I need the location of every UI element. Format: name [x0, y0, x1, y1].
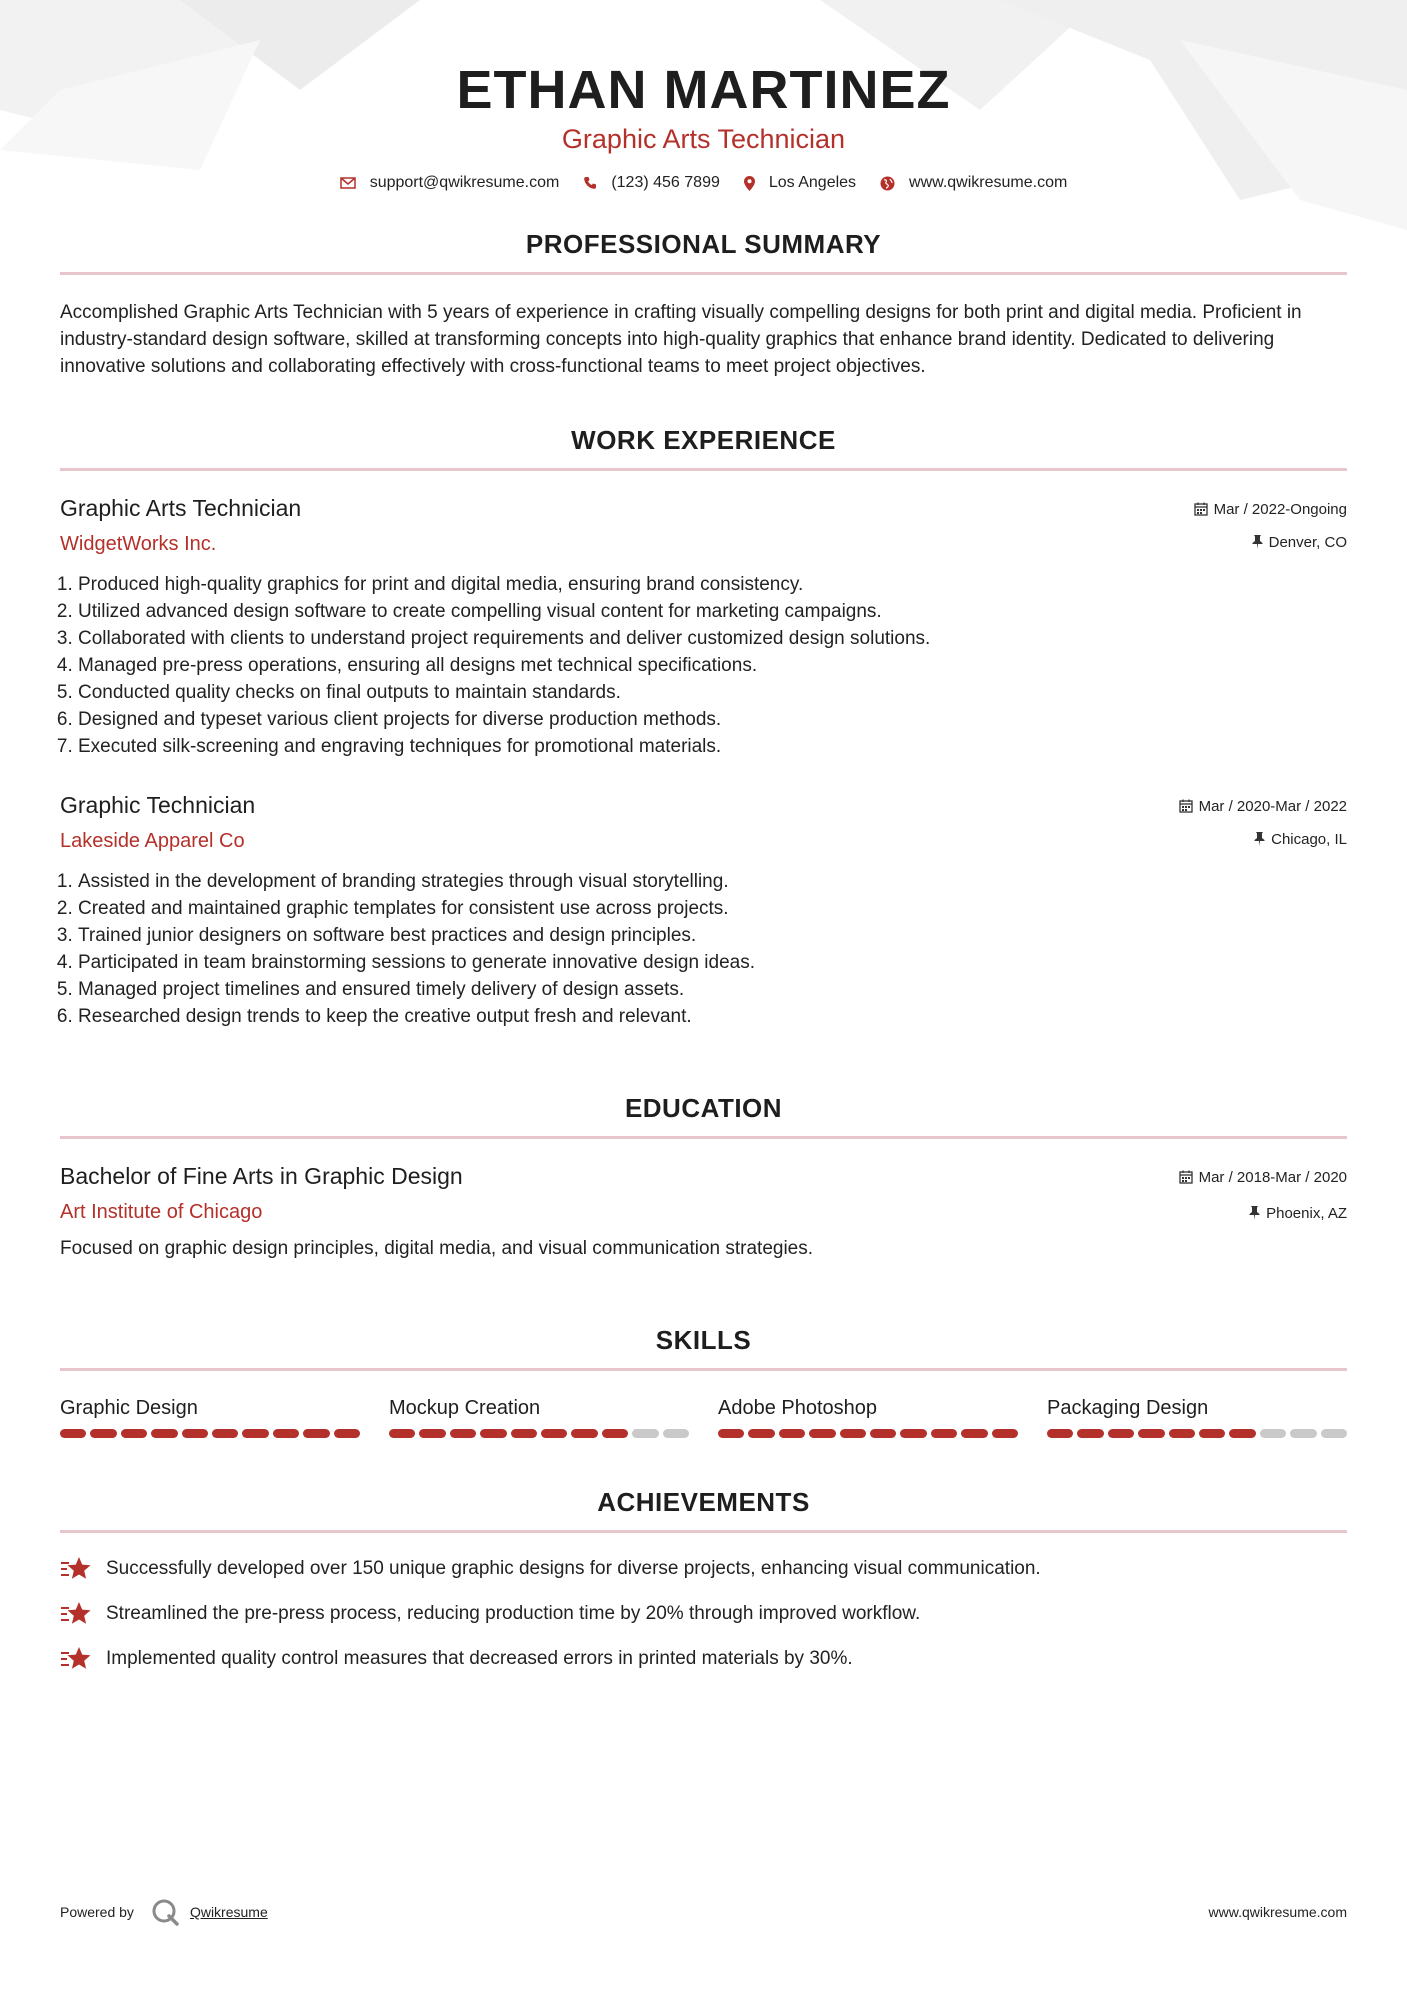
- page-footer: [60, 1897, 1347, 1927]
- job-bullets: [60, 868, 1347, 1030]
- skill-rating-bar: [60, 1429, 360, 1438]
- job-entry: [60, 493, 1347, 760]
- list-item: 2. Created and maintained graphic templates for consistent use across projects.: [78, 895, 1347, 922]
- job-location-text: Denver, CO: [1268, 533, 1347, 551]
- skill-item: [718, 1395, 1018, 1438]
- skill-segment-filled: [840, 1429, 866, 1438]
- achievement-item: [60, 1645, 1347, 1672]
- skill-item: [60, 1395, 360, 1438]
- skill-segment-filled: [900, 1429, 926, 1438]
- contact-location: [744, 174, 856, 192]
- skill-segment-filled: [419, 1429, 445, 1438]
- contact-phone[interactable]: [583, 174, 720, 192]
- qwikresume-link[interactable]: Qwikresume: [189, 1904, 268, 1920]
- skill-item: [389, 1395, 689, 1438]
- section-divider: [60, 468, 1347, 471]
- skill-segment-filled: [931, 1429, 957, 1438]
- contact-bar: [60, 174, 1347, 192]
- skills-section: [60, 1324, 1347, 1438]
- phone-icon: [583, 176, 597, 190]
- job-company: Lakeside Apparel Co: [60, 830, 245, 852]
- education-location-text: Phoenix, AZ: [1266, 1204, 1347, 1222]
- skill-segment-filled: [1138, 1429, 1164, 1438]
- job-location: [1179, 829, 1347, 849]
- skill-segment-filled: [90, 1429, 116, 1438]
- achievement-item: [60, 1600, 1347, 1627]
- contact-email[interactable]: [340, 174, 560, 192]
- list-item: 5. Managed project timelines and ensured timely delivery of design assets.: [78, 976, 1347, 1003]
- pushpin-icon: [1254, 832, 1265, 846]
- experience-section: [60, 424, 1347, 1030]
- job-title: Graphic Technician: [60, 792, 256, 818]
- achievements-list: [60, 1555, 1347, 1672]
- achievement-item: [60, 1555, 1347, 1582]
- footer-website[interactable]: www.qwikresume.com: [1208, 1904, 1347, 1920]
- skill-segment-empty: [1290, 1429, 1316, 1438]
- skill-rating-bar: [389, 1429, 689, 1438]
- education-dates-text: Mar / 2018-Mar / 2020: [1198, 1168, 1347, 1186]
- summary-section: [60, 228, 1347, 380]
- calendar-icon: [1179, 799, 1193, 813]
- skill-segment-filled: [779, 1429, 805, 1438]
- skills-grid: [60, 1395, 1347, 1438]
- pushpin-icon: [1249, 1206, 1260, 1220]
- summary-text: Accomplished Graphic Arts Technician with 5 years of experience in crafting visually compelling designs for both print and digital media. Proficient in industry-standard design software, skilled at transforming concepts into high-quality graphics that enhance brand identity. Dedicated to delivering innovative solutions and collaborating effectively with cross-functional teams to meet project objectives.: [60, 302, 1302, 377]
- job-entry: [60, 790, 1347, 1030]
- education-meta: [1179, 1167, 1347, 1223]
- skill-label: Adobe Photoshop: [718, 1397, 878, 1419]
- qwikresume-logo-icon: [150, 1897, 180, 1927]
- degree-title: Bachelor of Fine Arts in Graphic Design: [60, 1163, 463, 1189]
- skill-label: Packaging Design: [1047, 1397, 1209, 1419]
- skill-rating-bar: [1047, 1429, 1347, 1438]
- calendar-icon: [1194, 502, 1208, 516]
- skill-segment-filled: [511, 1429, 537, 1438]
- job-dates: [1194, 499, 1347, 519]
- skill-segment-filled: [602, 1429, 628, 1438]
- school-name: Art Institute of Chicago: [60, 1201, 263, 1223]
- powered-by-label: Powered by: [60, 1904, 134, 1920]
- list-item: 1. Assisted in the development of branding strategies through visual storytelling.: [78, 868, 1347, 895]
- section-divider: [60, 1136, 1347, 1139]
- envelope-icon: [340, 177, 356, 189]
- job-dates: [1179, 796, 1347, 816]
- candidate-name: ETHAN MARTINEZ: [456, 60, 951, 120]
- job-meta: [1194, 499, 1347, 552]
- section-divider: [60, 1530, 1347, 1533]
- job-dates-text: Mar / 2022-Ongoing: [1213, 500, 1347, 518]
- list-item: 1. Produced high-quality graphics for print and digital media, ensuring brand consistency.: [78, 571, 1347, 598]
- skill-segment-filled: [961, 1429, 987, 1438]
- skill-segment-filled: [121, 1429, 147, 1438]
- star-award-icon: [60, 1646, 92, 1672]
- job-dates-text: Mar / 2020-Mar / 2022: [1198, 797, 1347, 815]
- education-dates: [1179, 1167, 1347, 1187]
- globe-icon: [880, 176, 895, 191]
- list-item: 4. Participated in team brainstorming sessions to generate innovative design ideas.: [78, 949, 1347, 976]
- skill-segment-filled: [480, 1429, 506, 1438]
- skill-segment-filled: [60, 1429, 86, 1438]
- skill-segment-filled: [1199, 1429, 1225, 1438]
- education-heading: EDUCATION: [624, 1093, 783, 1123]
- skill-segment-filled: [1229, 1429, 1255, 1438]
- skill-segment-filled: [151, 1429, 177, 1438]
- skill-segment-filled: [870, 1429, 896, 1438]
- education-section: [60, 1092, 1347, 1262]
- skill-segment-filled: [748, 1429, 774, 1438]
- skills-heading: SKILLS: [655, 1325, 752, 1355]
- list-item: 6. Designed and typeset various client projects for diverse production methods.: [78, 706, 1347, 733]
- contact-website[interactable]: [880, 174, 1067, 192]
- contact-email-text: support@qwikresume.com: [369, 174, 560, 191]
- skill-segment-filled: [212, 1429, 238, 1438]
- job-bullets: [60, 571, 1347, 760]
- job-title: Graphic Arts Technician: [60, 495, 302, 521]
- list-item: 5. Conducted quality checks on final outputs to maintain standards.: [78, 679, 1347, 706]
- contact-location-text: Los Angeles: [768, 174, 857, 191]
- skill-segment-filled: [182, 1429, 208, 1438]
- list-item: 7. Executed silk-screening and engraving techniques for promotional materials.: [78, 733, 1347, 760]
- job-location-text: Chicago, IL: [1271, 830, 1347, 848]
- achievement-text: Implemented quality control measures that decreased errors in printed materials by 30%.: [106, 1648, 853, 1669]
- footer-brand: [60, 1897, 268, 1927]
- job-meta: [1179, 796, 1347, 849]
- skill-segment-filled: [450, 1429, 476, 1438]
- achievements-section: [60, 1486, 1347, 1672]
- skill-segment-filled: [718, 1429, 744, 1438]
- achievements-heading: ACHIEVEMENTS: [597, 1487, 810, 1517]
- pushpin-icon: [1252, 535, 1263, 549]
- skill-segment-filled: [1077, 1429, 1103, 1438]
- list-item: 3. Collaborated with clients to understand project requirements and deliver customized design solutions.: [78, 625, 1347, 652]
- skill-segment-empty: [1260, 1429, 1286, 1438]
- skill-segment-filled: [992, 1429, 1018, 1438]
- skill-segment-filled: [1108, 1429, 1134, 1438]
- contact-website-text: www.qwikresume.com: [909, 174, 1068, 191]
- skill-rating-bar: [718, 1429, 1018, 1438]
- skill-segment-filled: [809, 1429, 835, 1438]
- section-divider: [60, 272, 1347, 275]
- skill-label: Graphic Design: [60, 1397, 198, 1419]
- experience-heading: WORK EXPERIENCE: [571, 425, 836, 455]
- calendar-icon: [1179, 1170, 1193, 1184]
- star-award-icon: [60, 1601, 92, 1627]
- skill-segment-filled: [541, 1429, 567, 1438]
- skill-segment-empty: [1321, 1429, 1347, 1438]
- job-company: WidgetWorks Inc.: [60, 533, 217, 555]
- achievement-text: Successfully developed over 150 unique graphic designs for diverse projects, enhancing visual communication.: [106, 1558, 1041, 1579]
- candidate-role: Graphic Arts Technician: [561, 124, 846, 154]
- map-pin-icon: [744, 176, 755, 191]
- skill-segment-filled: [242, 1429, 268, 1438]
- skill-segment-filled: [303, 1429, 329, 1438]
- skill-segment-filled: [571, 1429, 597, 1438]
- education-entry: [60, 1161, 1347, 1262]
- skill-label: Mockup Creation: [389, 1397, 541, 1419]
- skill-segment-empty: [632, 1429, 658, 1438]
- skill-segment-filled: [1047, 1429, 1073, 1438]
- list-item: 6. Researched design trends to keep the creative output fresh and relevant.: [78, 1003, 1347, 1030]
- skill-segment-filled: [273, 1429, 299, 1438]
- list-item: 3. Trained junior designers on software best practices and design principles.: [78, 922, 1347, 949]
- skill-segment-filled: [389, 1429, 415, 1438]
- section-divider: [60, 1368, 1347, 1371]
- star-award-icon: [60, 1556, 92, 1582]
- skill-segment-empty: [663, 1429, 689, 1438]
- skill-segment-filled: [1169, 1429, 1195, 1438]
- education-description: Focused on graphic design principles, digital media, and visual communication strategies.: [60, 1238, 814, 1259]
- skill-item: [1047, 1395, 1347, 1438]
- job-location: [1194, 532, 1347, 552]
- education-location: [1179, 1203, 1347, 1223]
- list-item: 2. Utilized advanced design software to create compelling visual content for marketing campaigns.: [78, 598, 1347, 625]
- skill-segment-filled: [334, 1429, 360, 1438]
- achievement-text: Streamlined the pre-press process, reducing production time by 20% through improved workflow.: [106, 1603, 921, 1624]
- list-item: 4. Managed pre-press operations, ensuring all designs met technical specifications.: [78, 652, 1347, 679]
- contact-phone-text: (123) 456 7899: [611, 174, 720, 191]
- summary-heading: PROFESSIONAL SUMMARY: [525, 229, 882, 259]
